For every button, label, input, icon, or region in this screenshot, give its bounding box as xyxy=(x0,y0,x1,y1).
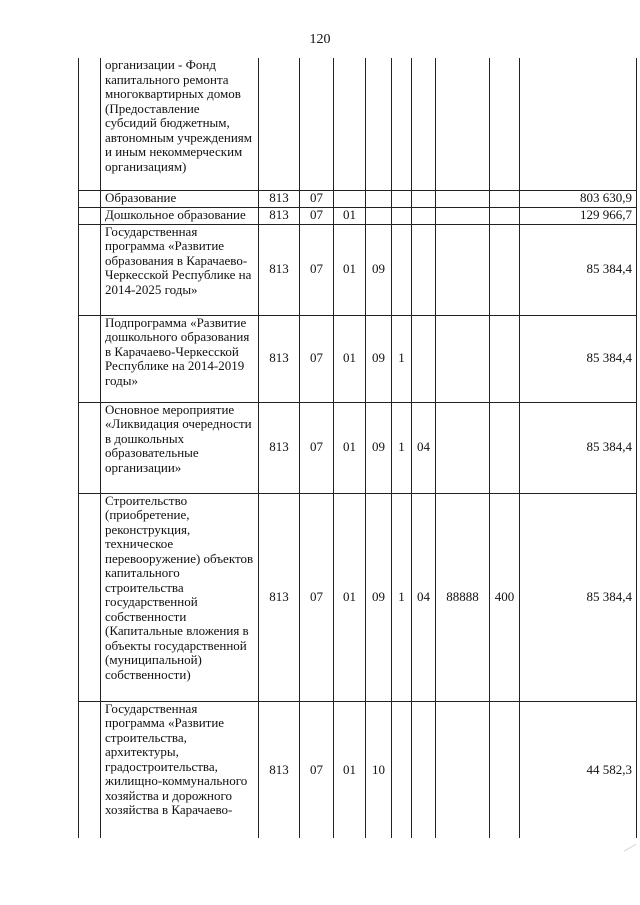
subsection-code-cell: 01 xyxy=(334,493,366,701)
activity-code-cell xyxy=(412,207,436,224)
amount-cell: 129 966,7 xyxy=(520,207,637,224)
department-code-cell: 813 xyxy=(259,701,300,838)
subsection-code-cell: 01 xyxy=(334,224,366,315)
page-number: 120 xyxy=(309,32,331,47)
amount-cell: 44 582,3 xyxy=(520,701,637,838)
row-marker-cell xyxy=(79,493,101,701)
subprogram-code-cell: 1 xyxy=(392,493,412,701)
amount-cell: 85 384,4 xyxy=(520,402,637,493)
direction-code-cell xyxy=(436,224,490,315)
section-code-cell: 07 xyxy=(300,315,334,402)
subsection-code-cell xyxy=(334,58,366,190)
subsection-code-cell: 01 xyxy=(334,402,366,493)
department-code-cell: 813 xyxy=(259,207,300,224)
item-name-cell: Строительство (приобретение, реконструкция, техническое перевооружение) объектов капитального строительства государственной собственности (Капитальные вложения в объекты государственной (муниципальной) собственности) xyxy=(101,493,259,701)
program-code-cell xyxy=(366,207,392,224)
amount-cell: 803 630,9 xyxy=(520,190,637,207)
table-row xyxy=(79,493,637,701)
item-name-cell: Образование xyxy=(101,190,259,207)
activity-code-cell xyxy=(412,190,436,207)
item-name-cell: организации - Фонд капитального ремонта многоквартирных домов (Предоставление субсидий бюджетным, автономным учреждениям и иным некоммерческим организациям) xyxy=(101,58,259,190)
row-marker-cell xyxy=(79,402,101,493)
expense-type-cell xyxy=(490,402,520,493)
subprogram-code-cell xyxy=(392,224,412,315)
subsection-code-cell xyxy=(334,190,366,207)
amount-cell: 85 384,4 xyxy=(520,493,637,701)
direction-code-cell xyxy=(436,701,490,838)
subprogram-code-cell xyxy=(392,58,412,190)
subsection-code-cell: 01 xyxy=(334,315,366,402)
activity-code-cell xyxy=(412,315,436,402)
department-code-cell xyxy=(259,58,300,190)
table-row xyxy=(79,58,637,190)
direction-code-cell xyxy=(436,207,490,224)
expense-type-cell xyxy=(490,58,520,190)
budget-table xyxy=(78,58,637,838)
program-code-cell: 09 xyxy=(366,402,392,493)
section-code-cell: 07 xyxy=(300,190,334,207)
expense-type-cell xyxy=(490,190,520,207)
row-marker-cell xyxy=(79,207,101,224)
subsection-code-cell: 01 xyxy=(334,207,366,224)
row-marker-cell xyxy=(79,58,101,190)
table-row xyxy=(79,701,637,838)
activity-code-cell: 04 xyxy=(412,493,436,701)
subprogram-code-cell xyxy=(392,207,412,224)
department-code-cell: 813 xyxy=(259,402,300,493)
program-code-cell: 09 xyxy=(366,493,392,701)
direction-code-cell: 88888 xyxy=(436,493,490,701)
table-row xyxy=(79,315,637,402)
table-row xyxy=(79,207,637,224)
program-code-cell xyxy=(366,58,392,190)
row-marker-cell xyxy=(79,701,101,838)
expense-type-cell xyxy=(490,224,520,315)
amount-cell xyxy=(520,58,637,190)
item-name-cell: Подпрограмма «Развитие дошкольного образования в Карачаево-Черкесской Республике на 2014-2019 годы» xyxy=(101,315,259,402)
department-code-cell: 813 xyxy=(259,315,300,402)
table-row xyxy=(79,190,637,207)
department-code-cell: 813 xyxy=(259,224,300,315)
subprogram-code-cell: 1 xyxy=(392,402,412,493)
direction-code-cell xyxy=(436,58,490,190)
program-code-cell: 10 xyxy=(366,701,392,838)
section-code-cell: 07 xyxy=(300,224,334,315)
item-name-cell: Дошкольное образование xyxy=(101,207,259,224)
department-code-cell: 813 xyxy=(259,493,300,701)
expense-type-cell xyxy=(490,701,520,838)
amount-cell: 85 384,4 xyxy=(520,315,637,402)
expense-type-cell: 400 xyxy=(490,493,520,701)
subprogram-code-cell: 1 xyxy=(392,315,412,402)
section-code-cell: 07 xyxy=(300,701,334,838)
table-row xyxy=(79,224,637,315)
direction-code-cell xyxy=(436,190,490,207)
section-code-cell: 07 xyxy=(300,493,334,701)
row-marker-cell xyxy=(79,224,101,315)
expense-type-cell xyxy=(490,315,520,402)
section-code-cell xyxy=(300,58,334,190)
program-code-cell xyxy=(366,190,392,207)
section-code-cell: 07 xyxy=(300,207,334,224)
program-code-cell: 09 xyxy=(366,315,392,402)
item-name-cell: Основное мероприятие «Ликвидация очередности в дошкольных образовательные организации» xyxy=(101,402,259,493)
subsection-code-cell: 01 xyxy=(334,701,366,838)
direction-code-cell xyxy=(436,402,490,493)
amount-cell: 85 384,4 xyxy=(520,224,637,315)
item-name-cell: Государственная программа «Развитие образования в Карачаево-Черкесской Республике на 2014-2025 годы» xyxy=(101,224,259,315)
activity-code-cell xyxy=(412,701,436,838)
department-code-cell: 813 xyxy=(259,190,300,207)
section-code-cell: 07 xyxy=(300,402,334,493)
table-row xyxy=(79,402,637,493)
expense-type-cell xyxy=(490,207,520,224)
item-name-cell: Государственная программа «Развитие строительства, архитектуры, градостроительства, жилищно-коммунального хозяйства и дорожного хозяйства в Карачаево- xyxy=(101,701,259,838)
row-marker-cell xyxy=(79,315,101,402)
direction-code-cell xyxy=(436,315,490,402)
subprogram-code-cell xyxy=(392,701,412,838)
subprogram-code-cell xyxy=(392,190,412,207)
activity-code-cell xyxy=(412,224,436,315)
activity-code-cell xyxy=(412,58,436,190)
program-code-cell: 09 xyxy=(366,224,392,315)
activity-code-cell: 04 xyxy=(412,402,436,493)
row-marker-cell xyxy=(79,190,101,207)
